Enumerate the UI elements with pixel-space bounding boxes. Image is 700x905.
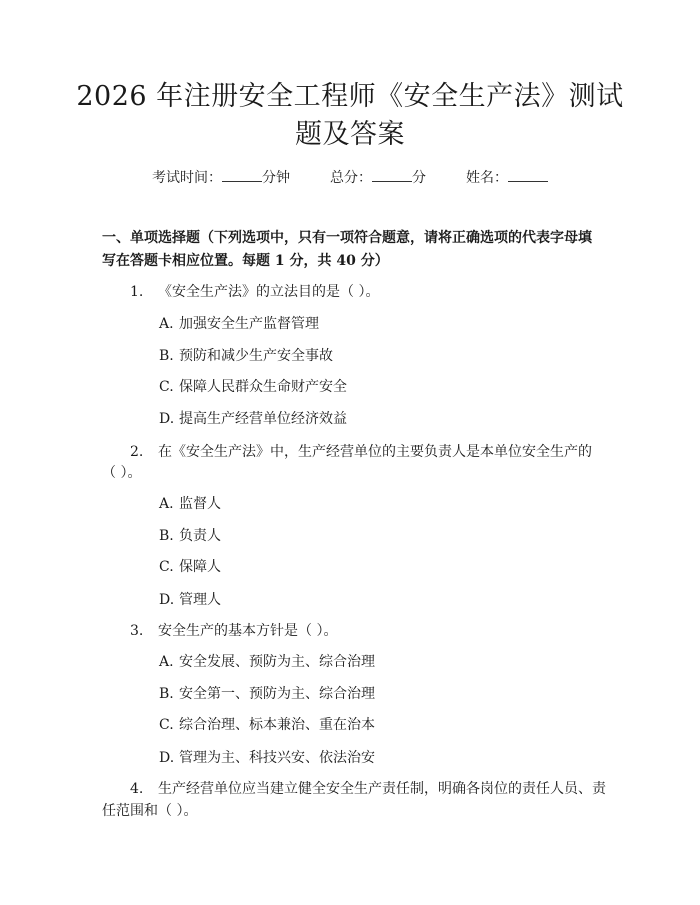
question-text: 生产经营单位应当建立健全安全生产责任制，明确各岗位的责任人员、责 [158,781,606,797]
option-text: 安全第一、预防为主、综合治理 [179,686,375,702]
option-1c [159,377,347,397]
option-letter: D. [159,750,175,766]
score-blank [372,169,412,182]
option-letter: A. [159,654,174,670]
option-text: 负责人 [179,528,221,544]
option-2c [159,557,221,577]
option-letter: B. [159,686,174,702]
question-text: 安全生产的基本方针是（ ）。 [158,623,338,639]
option-text: 监督人 [179,496,221,512]
option-2a [159,494,221,514]
option-text: 预防和减少生产安全事故 [179,348,333,364]
option-letter: B. [159,348,174,364]
question-4-continued: 任范围和（ ）。 [102,803,198,819]
option-text: 保障人民群众生命财产安全 [179,379,347,395]
question-2-continued: （ ）。 [102,465,142,481]
option-letter: C. [159,559,174,575]
question-1 [130,281,630,304]
option-letter: B. [159,528,174,544]
title-line-2: 题及答案 [295,119,405,150]
score-unit: 分 [412,170,426,186]
option-2d [159,590,221,610]
option-1b [159,346,333,366]
document-title [60,78,640,154]
name-blank [508,169,548,182]
option-text: 提高生产经营单位经济效益 [179,411,347,427]
option-2b [159,526,221,546]
question-3 [130,620,630,643]
option-text: 管理人 [179,592,221,608]
question-text: 《安全生产法》的立法目的是（ ）。 [158,284,380,300]
option-1d [159,409,347,429]
question-4 [130,778,630,801]
option-letter: D. [159,411,175,427]
option-text: 保障人 [179,559,221,575]
question-number: 2. [130,444,144,460]
option-text: 加强安全生产监督管理 [179,316,319,332]
name-label: 姓名： [466,170,508,186]
option-3b [159,684,375,704]
section-heading [102,227,622,273]
question-number: 1. [130,284,144,300]
time-unit: 分钟 [262,170,290,186]
option-letter: A. [159,496,174,512]
exam-info-line [0,167,700,187]
option-letter: C. [159,717,174,733]
option-letter: C. [159,379,174,395]
question-2 [130,441,630,464]
question-number: 4. [130,781,144,797]
option-letter: A. [159,316,174,332]
option-1a [159,314,319,334]
title-line-1: 2026 年注册安全工程师《安全生产法》测试 [76,81,624,112]
question-text: 在《安全生产法》中，生产经营单位的主要负责人是本单位安全生产的 [158,444,592,460]
question-number: 3. [130,623,144,639]
time-blank [222,169,262,182]
time-label: 考试时间： [152,170,222,186]
section-heading-line-2: 写在答题卡相应位置。每题 1 分，共 40 分） [102,253,389,269]
option-text: 安全发展、预防为主、综合治理 [179,654,375,670]
score-label: 总分： [330,170,372,186]
option-3a [159,652,375,672]
option-text: 综合治理、标本兼治、重在治本 [179,717,375,733]
option-3c [159,715,375,735]
option-3d [159,748,375,768]
option-letter: D. [159,592,175,608]
option-text: 管理为主、科技兴安、依法治安 [179,750,375,766]
section-heading-line-1: 一、单项选择题（下列选项中，只有一项符合题意，请将正确选项的代表字母填 [102,230,592,246]
